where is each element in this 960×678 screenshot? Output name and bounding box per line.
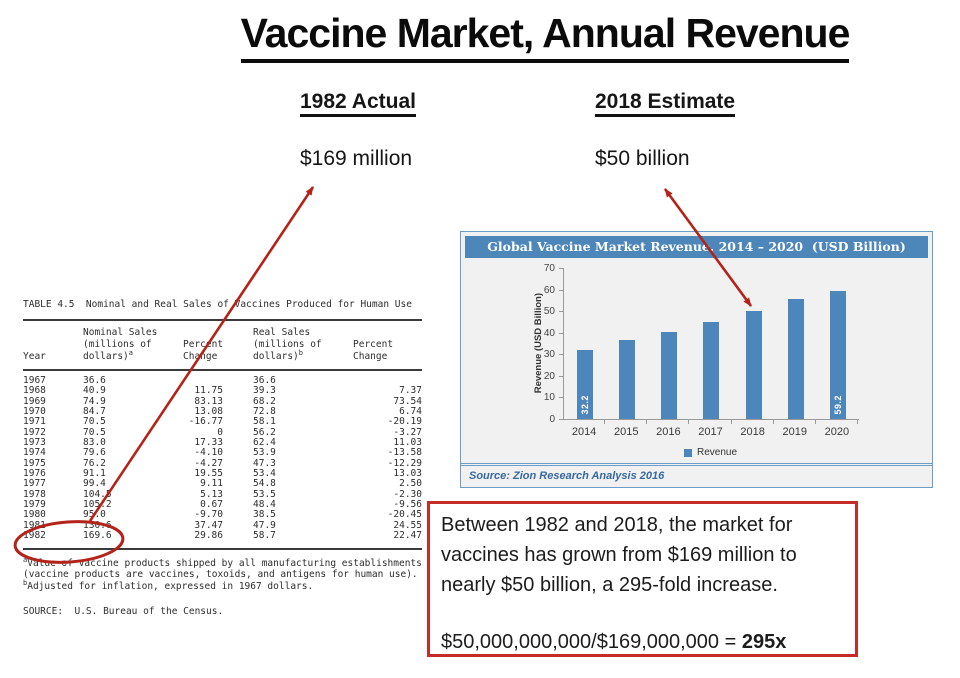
- table-row: 1980 95.0 -9.70 38.5 -20.45: [23, 509, 422, 521]
- page-title: [130, 10, 960, 63]
- bar-slot: [733, 268, 775, 419]
- y-axis-tick-label: 10: [543, 392, 555, 404]
- x-axis-label: 2017: [698, 426, 723, 438]
- census-data-grid: [23, 319, 422, 550]
- bar-slot: [775, 268, 817, 419]
- revenue-bar-2014: [577, 350, 593, 420]
- table-row: 1967 36.6 36.6: [23, 375, 276, 386]
- plot-area: [563, 268, 859, 420]
- census-footnotes: [23, 555, 423, 593]
- bar-slot: [606, 268, 648, 419]
- header-row: Year dollars)$^a$ Change dollars)$^b$ Change: [23, 348, 388, 362]
- table-row: 1981 130.6 37.47 47.9 24.55: [23, 519, 422, 531]
- heading-1982-actual: 1982 Actual: [300, 90, 416, 114]
- revenue-bar-2017: [703, 322, 719, 419]
- census-table: [23, 299, 423, 617]
- x-axis-label: 2019: [782, 426, 808, 438]
- census-source: SOURCE: U.S. Bureau of the Census.: [23, 606, 224, 617]
- y-axis-tick-label: 0: [549, 414, 555, 425]
- bar-value-label: 32.2: [580, 395, 591, 415]
- census-table-header: [23, 320, 422, 370]
- x-axis-label: 2014: [571, 426, 597, 438]
- bar-value-label: 59.2: [832, 395, 843, 415]
- y-axis-tick-label: 70: [543, 263, 555, 274]
- value-2018: $50 billion: [595, 147, 690, 170]
- header-row: (millions of Percent (millions of Percent: [83, 339, 394, 350]
- census-table-title: TABLE 4.5 Nominal and Real Sales of Vaccines Produced for Human Use: [23, 299, 412, 310]
- footnote-line: $^a$Value of vaccine products shipped by all manufacturing establishments: [23, 555, 422, 569]
- header-row: Nominal Sales Real Sales: [83, 327, 311, 338]
- value-1982: $169 million: [300, 147, 413, 170]
- revenue-bar-2019: [788, 299, 804, 419]
- table-row: 1979 105.2 0.67 48.4 -9.56: [23, 499, 422, 511]
- bar-slot: [648, 268, 690, 419]
- census-table-body: [23, 370, 422, 549]
- chart-source: Source: Zion Research Analysis 2016: [461, 463, 932, 487]
- y-axis-ticks: [521, 263, 563, 425]
- heading-2018-estimate: 2018 Estimate: [595, 90, 735, 114]
- revenue-bar-2016: [661, 332, 677, 419]
- legend-label: Revenue: [696, 447, 738, 458]
- revenue-bar-2020: [830, 291, 846, 419]
- table-row: 1972 70.5 0 56.2 -3.27: [23, 426, 422, 438]
- table-row: 1976 91.1 19.55 53.4 13.03: [23, 468, 422, 480]
- x-axis-label: 2016: [656, 426, 681, 438]
- revenue-chart: [460, 231, 933, 488]
- bar-slot: [817, 268, 859, 419]
- revenue-bar-2018: [746, 311, 762, 419]
- callout-formula: $50,000,000,000/$169,000,000 = 295x: [441, 631, 787, 653]
- table-row: 1973 83.0 17.33 62.4 11.03: [23, 437, 422, 449]
- y-axis-title: Revenue (USD Billion): [533, 293, 544, 394]
- table-row: 1970 84.7 13.08 72.8 6.74: [23, 406, 422, 418]
- revenue-bar-2015: [619, 340, 635, 419]
- bar-slot: [690, 268, 732, 419]
- page-title-text: Vaccine Market, Annual Revenue: [241, 10, 850, 63]
- x-axis-label: 2018: [740, 426, 765, 438]
- y-axis-tick-label: 50: [543, 306, 555, 318]
- table-row: 1978 104.5 5.13 53.5 -2.30: [23, 488, 422, 500]
- x-axis-tick-marks: [563, 420, 858, 424]
- table-row: 1977 99.4 9.11 54.8 2.50: [23, 478, 422, 490]
- legend-swatch-icon: [684, 449, 692, 457]
- y-axis-tick-label: 30: [543, 349, 555, 361]
- x-axis-label: 2015: [613, 426, 639, 438]
- callout-box: [427, 501, 858, 657]
- footnote-line: $^b$Adjusted for inflation, expressed in 1967 dollars.: [23, 578, 314, 592]
- table-row: 1969 74.9 83.13 68.2 73.54: [23, 395, 422, 407]
- x-axis-labels: [563, 426, 858, 438]
- y-axis-tick-label: 20: [543, 370, 555, 382]
- table-row: 1974 79.6 -4.10 53.9 -13.58: [23, 447, 422, 459]
- table-row: 1975 76.2 -4.27 47.3 -12.29: [23, 457, 422, 469]
- footnote-line: (vaccine products are vaccines, toxoids, and antigens for human use).: [23, 569, 418, 580]
- chart-legend: [563, 447, 858, 458]
- y-axis-tick-label: 60: [543, 284, 555, 296]
- bar-slot: [564, 268, 606, 419]
- chart-title: Global Vaccine Market Revenue, 2014 – 2020 (USD Billion): [465, 236, 928, 258]
- callout-text: Between 1982 and 2018, the market for vaccines has grown from $169 million to nearly $50 billion, a 295-fold increase.: [441, 514, 797, 596]
- table-row: 1968 40.9 11.75 39.3 7.37: [23, 385, 422, 397]
- table-row: 1971 70.5 -16.77 58.1 -20.19: [23, 416, 422, 428]
- y-axis-tick-label: 40: [543, 327, 555, 339]
- table-row-highlighted: 1982 169.6 29.86 58.7 22.47: [23, 530, 422, 542]
- bar-series: [564, 268, 859, 419]
- x-axis-label: 2020: [824, 426, 850, 438]
